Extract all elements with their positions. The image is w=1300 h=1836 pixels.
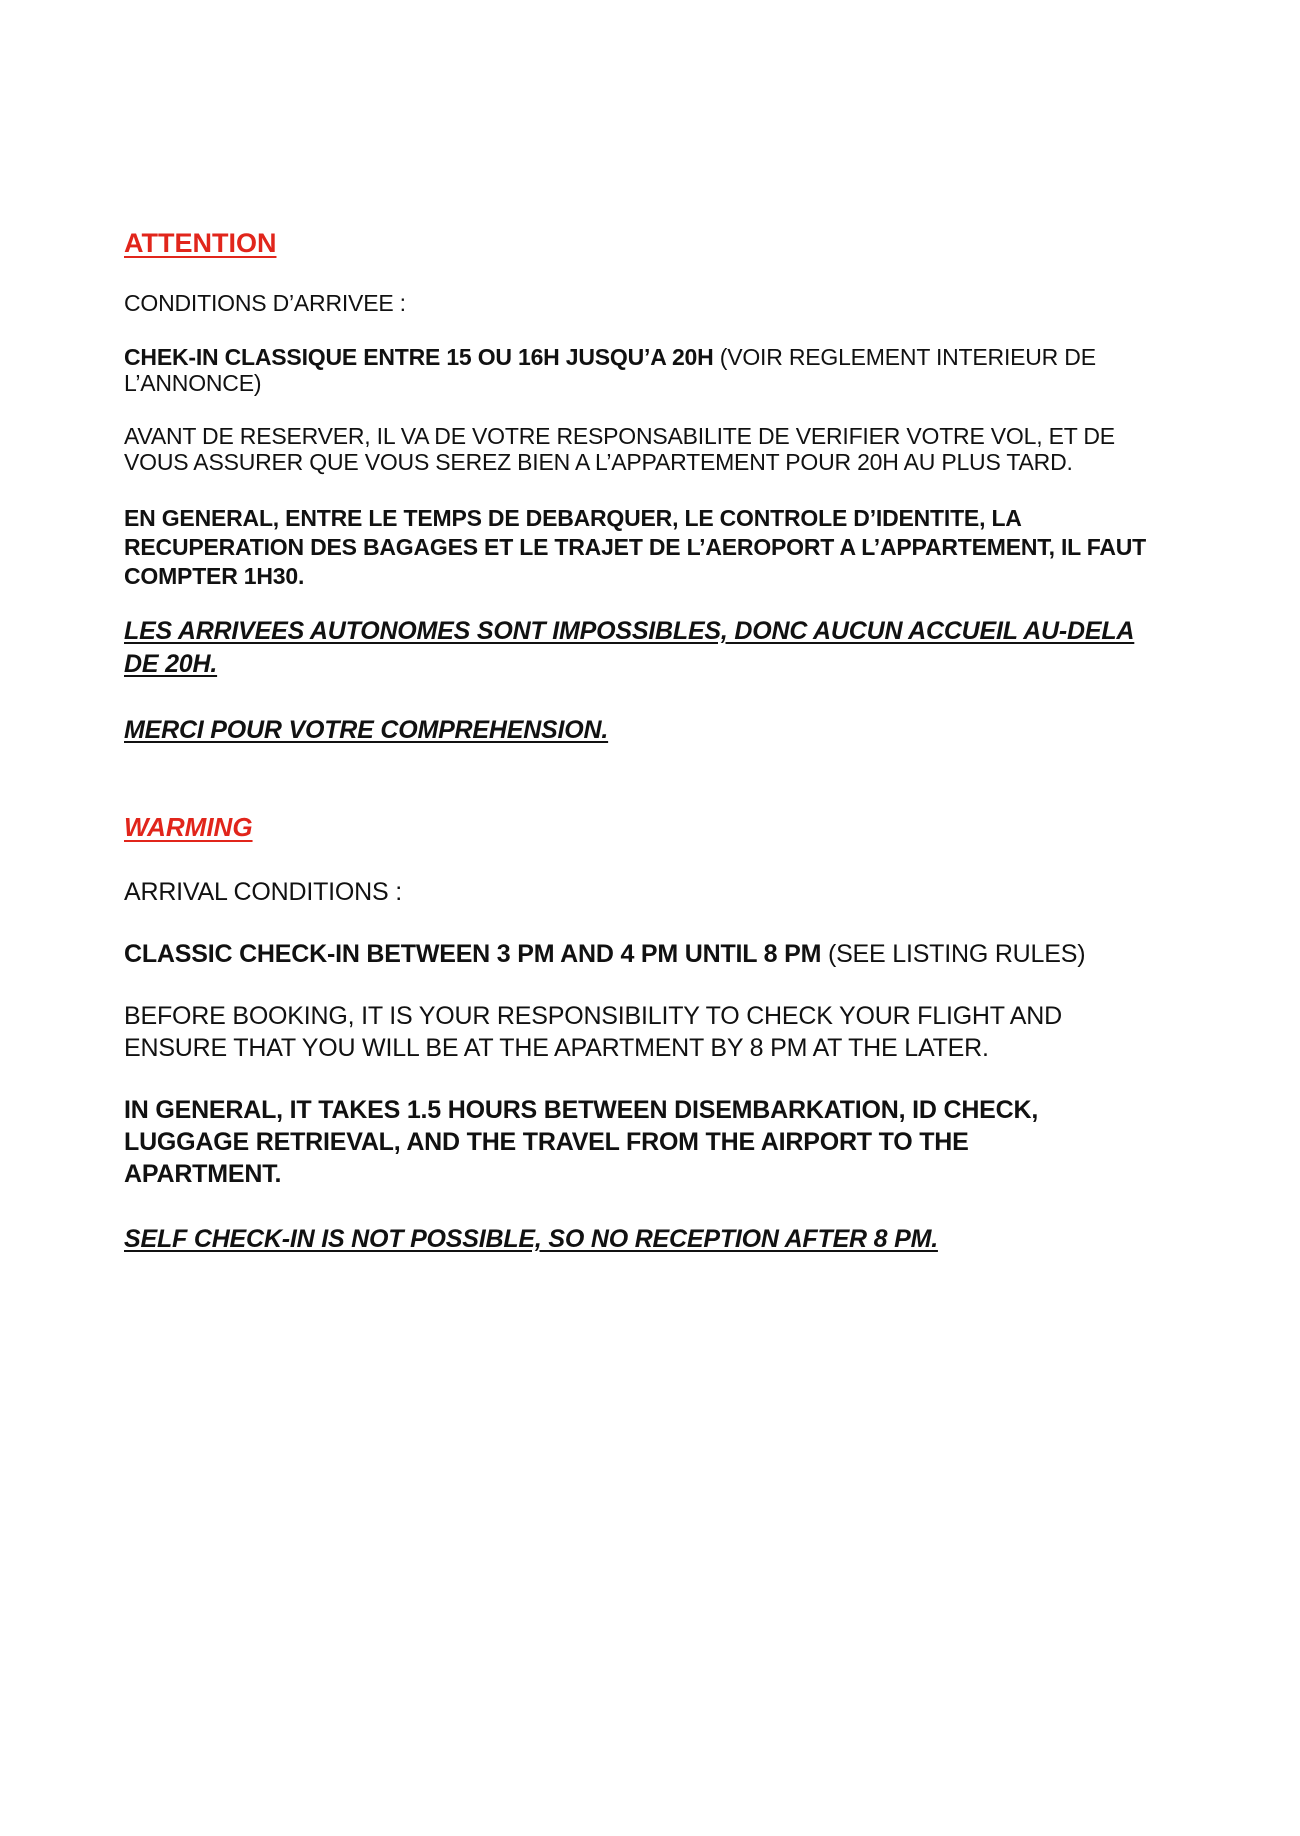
english-checkin — [124, 938, 1184, 970]
english-checkin-bold: CLASSIC CHECK-IN BETWEEN 3 PM AND 4 PM UNTIL 8 PM — [124, 940, 822, 968]
english-subtitle: ARRIVAL CONDITIONS : — [124, 878, 402, 906]
english-general: IN GENERAL, IT TAKES 1.5 HOURS BETWEEN DISEMBARKATION, ID CHECK, LUGGAGE RETRIEVAL, AND THE TRAVEL FROM THE AIRPORT TO THE APARTMENT. — [124, 1096, 1039, 1188]
french-checkin-bold: CHEK-IN CLASSIQUE ENTRE 15 OU 16H JUSQU’A 20H — [124, 344, 714, 370]
french-checkin-rest: (VOIR REGLEMENT INTERIEUR DE L’ANNONCE) — [124, 344, 1096, 396]
french-checkin — [124, 344, 1154, 396]
english-heading: WARMING — [124, 812, 253, 842]
english-no-self-checkin: SELF CHECK-IN IS NOT POSSIBLE, SO NO RECEPTION AFTER 8 PM. — [124, 1225, 938, 1253]
english-before-booking: BEFORE BOOKING, IT IS YOUR RESPONSIBILITY TO CHECK YOUR FLIGHT AND ENSURE THAT YOU WILL BE AT THE APARTMENT BY 8 PM AT THE LATER. — [124, 1002, 1062, 1062]
french-heading: ATTENTION — [124, 228, 277, 258]
english-checkin-rest: (SEE LISTING RULES) — [821, 940, 1086, 968]
french-no-autonomous: LES ARRIVEES AUTONOMES SONT IMPOSSIBLES, DONC AUCUN ACCUEIL AU-DELA DE 20H. — [124, 617, 1135, 678]
french-general: EN GENERAL, ENTRE LE TEMPS DE DEBARQUER, LE CONTROLE D’IDENTITE, LA RECUPERATION DES BAGAGES ET LE TRAJET DE L’AEROPORT A L’APPARTEMENT, IL FAUT COMPTER 1H30. — [124, 505, 1147, 589]
french-thanks: MERCI POUR VOTRE COMPREHENSION. — [124, 716, 609, 744]
french-subtitle: CONDITIONS D’ARRIVEE : — [124, 290, 406, 316]
french-before-booking: AVANT DE RESERVER, IL VA DE VOTRE RESPONSABILITE DE VERIFIER VOTRE VOL, ET DE VOUS ASSURER QUE VOUS SEREZ BIEN A L’APPARTEMENT POUR 20H AU PLUS TARD. — [124, 423, 1115, 475]
